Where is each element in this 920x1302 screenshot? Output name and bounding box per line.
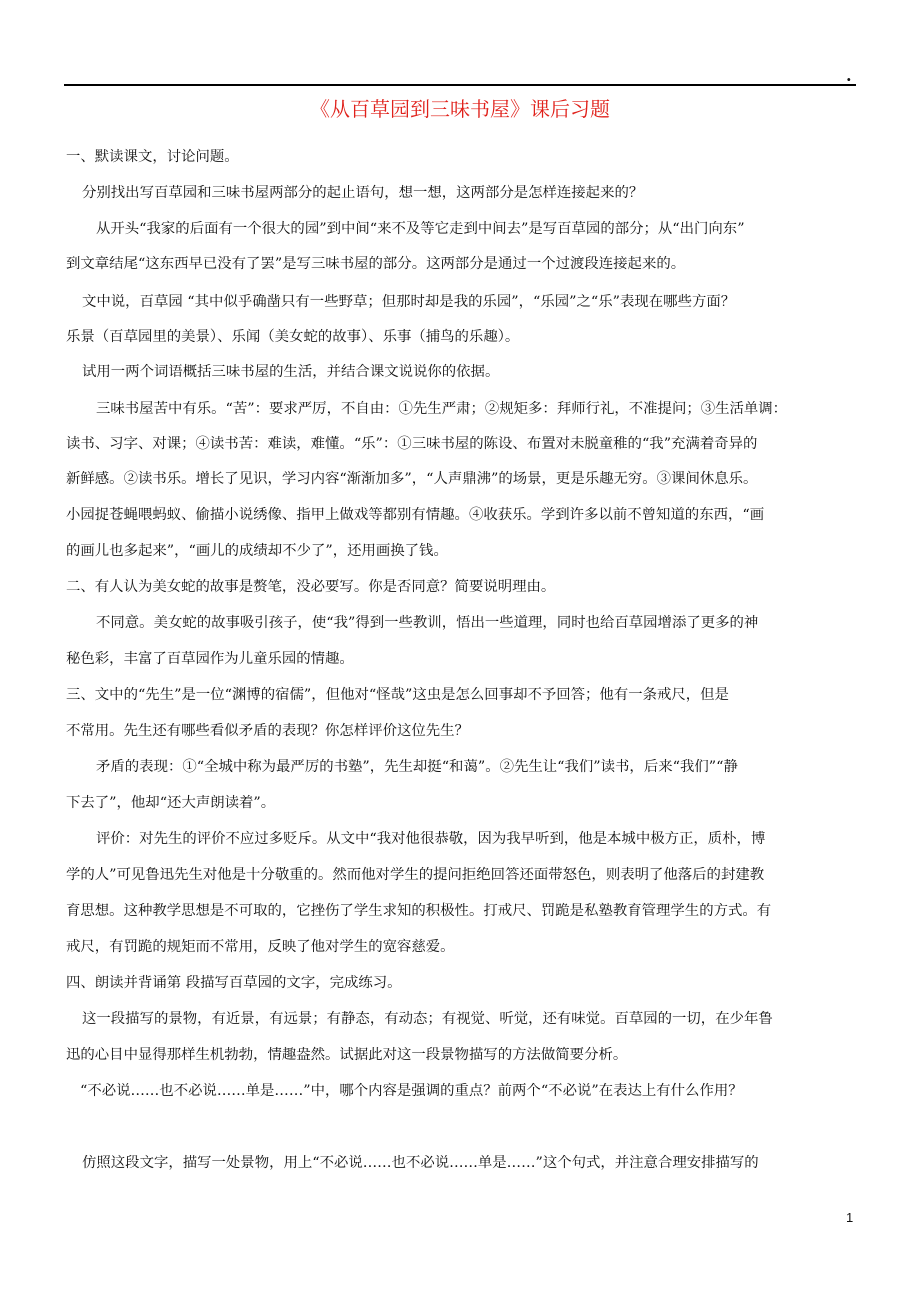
answer-line: 评价：对先生的评价不应过多贬斥。从文中“我对他很恭敬，因为我早听到，他是本城中极方正，质朴，博 — [96, 831, 766, 847]
section-3-heading: 不常用。先生还有哪些看似矛盾的表现？你怎样评价这位先生？ — [66, 723, 469, 739]
answer-line: 戒尺，有罚跪的规矩而不常用，反映了他对学生的宽容慈爱。 — [66, 939, 455, 955]
answer-line: 育思想。这种教学思想是不可取的，它挫伤了学生求知的积极性。打戒尺、罚跪是私塾教育管理学生的方式。有 — [66, 903, 772, 919]
answer-line: 秘色彩，丰富了百草园作为儿童乐园的情趣。 — [66, 651, 354, 667]
question-1-2: 文中说，百草园 “其中似乎确凿只有一些野草；但那时却是我的乐园”，“乐园”之“乐”表现在哪些方面？ — [82, 294, 736, 310]
answer-line: 学的人”可见鲁迅先生对他是十分敬重的。然而他对学生的提问拒绝回答还面带怒色，则表明了他落后的封建教 — [66, 867, 765, 883]
header-rule — [64, 84, 856, 86]
answer-line: 矛盾的表现：①“全城中称为最严厉的书塾”，先生却挺“和蔼”。②先生让“我们”读书，后来“我们”“静 — [96, 759, 738, 775]
question-4-2: “不必说……也不必说……单是……”中，哪个内容是强调的重点？前两个“不必说”在表达上有什么作用？ — [80, 1083, 743, 1099]
section-4-heading: 四、朗读并背诵第 段描写百草园的文字，完成练习。 — [66, 975, 402, 991]
question-4-3: 仿照这段文字，描写一处景物，用上“不必说……也不必说……单是……”这个句式，并注意合理安排描写的 — [82, 1155, 759, 1171]
answer-line: 读书、习字、对课；④读书苦：难读，难懂。“乐”：①三味书屋的陈设、布置对未脱童稚的“我”充满着奇异的 — [66, 436, 758, 452]
answer-line: 的画儿也多起来”，“画儿的成绩却不少了”，还用画换了钱。 — [66, 543, 448, 559]
section-3-heading: 三、文中的“先生”是一位“渊博的宿儒”，但他对“怪哉”这虫是怎么回事却不予回答；他有一条戒尺，但是 — [66, 687, 729, 703]
answer-line: 从开头“我家的后面有一个很大的园”到中间“来不及等它走到中间去”是写百草园的部分；从“出门向东” — [96, 221, 745, 237]
header-mark: . — [846, 66, 852, 85]
page-number: 1 — [846, 1210, 854, 1225]
answer-line: 不同意。美女蛇的故事吸引孩子，使“我”得到一些教训，悟出一些道理，同时也给百草园增添了更多的神 — [96, 615, 759, 631]
section-2-heading: 二、有人认为美女蛇的故事是赘笔，没必要写。你是否同意？简要说明理由。 — [66, 579, 556, 595]
answer-line: 小园捉苍蝇喂蚂蚁、偷描小说绣像、指甲上做戏等都别有情趣。④收获乐。学到许多以前不曾知道的东西，“画 — [66, 507, 765, 523]
question-4-1: 这一段描写的景物，有近景，有远景；有静态，有动态；有视觉、听觉，还有味觉。百草园的一切，在少年鲁 — [82, 1011, 773, 1027]
question-4-1: 迅的心目中显得那样生机勃勃，情趣盎然。试据此对这一段景物描写的方法做简要分析。 — [66, 1047, 628, 1063]
answer-line: 新鲜感。②读书乐。增长了见识，学习内容“渐渐加多”，“人声鼎沸”的场景，更是乐趣无穷。③课间休息乐。 — [66, 471, 758, 487]
answer-line: 乐景（百草园里的美景）、乐闻（美女蛇的故事）、乐事（捕鸟的乐趣）。 — [66, 329, 520, 345]
answer-line: 到文章结尾“这东西早已没有了罢”是写三味书屋的部分。这两部分是通过一个过渡段连接起来的。 — [66, 256, 686, 272]
question-1-1: 分别找出写百草园和三味书屋两部分的起止语句，想一想，这两部分是怎样连接起来的？ — [82, 185, 644, 201]
answer-line: 三味书屋苦中有乐。“苦”：要求严厉，不自由：①先生严肃；②规矩多：拜师行礼，不准提问；③生活单调： — [96, 401, 788, 417]
question-1-3: 试用一两个词语概括三味书屋的生活，并结合课文说说你的依据。 — [82, 364, 500, 380]
section-1-heading: 一、默读课文，讨论问题。 — [66, 149, 239, 165]
document-title: 《从百草园到三味书屋》课后习题 — [310, 97, 610, 121]
answer-line: 下去了”，他却“还大声朗读着”。 — [66, 795, 276, 811]
